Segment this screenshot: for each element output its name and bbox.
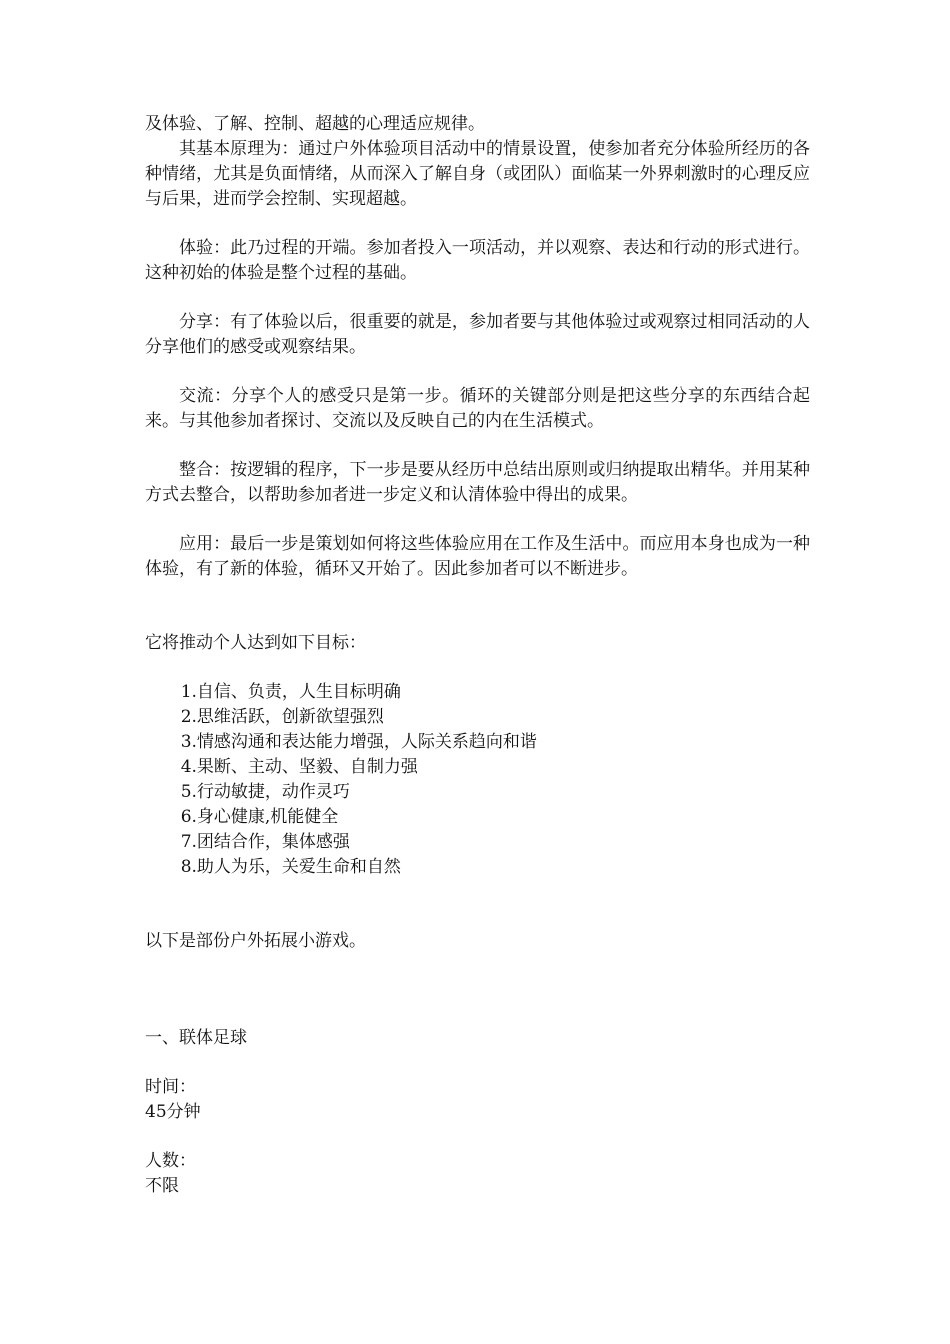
- goal-item: 6.身心健康,机能健全: [180, 807, 339, 827]
- cycle-application-paragraph: 应用：最后一步是策划如何将这些体验应用在工作及生活中。而应用本身也成为一种体验，有了新的体验，循环又开始了。因此参加者可以不断进步。: [145, 534, 810, 579]
- time-value: 45分钟: [145, 1102, 201, 1122]
- time-label: 时间：: [145, 1077, 196, 1097]
- goal-item: 2.思维活跃，创新欲望强烈: [180, 707, 384, 727]
- goal-item: 8.助人为乐，关爱生命和自然: [180, 857, 401, 877]
- game-title: 一、联体足球: [145, 1028, 247, 1048]
- cycle-sharing-paragraph: 分享：有了体验以后，很重要的就是，参加者要与其他体验过或观察过相同活动的人分享他们的感受或观察结果。: [145, 312, 810, 357]
- goal-item: 7.团结合作，集体感强: [180, 832, 350, 852]
- goal-item: 4.果断、主动、坚毅、自制力强: [180, 757, 418, 777]
- intro-continuation: 及体验、了解、控制、超越的心理适应规律。: [145, 114, 485, 134]
- people-label: 人数：: [145, 1151, 196, 1171]
- goal-item: 5.行动敏捷，动作灵巧: [180, 782, 350, 802]
- cycle-integration-paragraph: 整合：按逻辑的程序，下一步是要从经历中总结出原则或归纳提取出精华。并用某种方式去整合，以帮助参加者进一步定义和认清体验中得出的成果。: [145, 460, 810, 505]
- cycle-communication-paragraph: 交流：分享个人的感受只是第一步。循环的关键部分则是把这些分享的东西结合起来。与其他参加者探讨、交流以及反映自己的内在生活模式。: [145, 386, 810, 431]
- cycle-experience-paragraph: 体验：此乃过程的开端。参加者投入一项活动，并以观察、表达和行动的形式进行。这种初始的体验是整个过程的基础。: [145, 238, 810, 283]
- goal-item: 3.情感沟通和表达能力增强，人际关系趋向和谐: [180, 732, 537, 752]
- games-intro: 以下是部份户外拓展小游戏。: [145, 931, 366, 951]
- goal-item: 1.自信、负责，人生目标明确: [180, 682, 401, 702]
- goals-list: [145, 680, 810, 880]
- goals-heading: 它将推动个人达到如下目标：: [145, 633, 366, 653]
- people-value: 不限: [145, 1176, 179, 1196]
- document-page: [145, 112, 810, 1199]
- principle-paragraph: 其基本原理为：通过户外体验项目活动中的情景设置，使参加者充分体验所经历的各种情绪，尤其是负面情绪，从而深入了解自身（或团队）面临某一外界刺激时的心理反应与后果，进而学会控制、实现超越。: [145, 139, 810, 209]
